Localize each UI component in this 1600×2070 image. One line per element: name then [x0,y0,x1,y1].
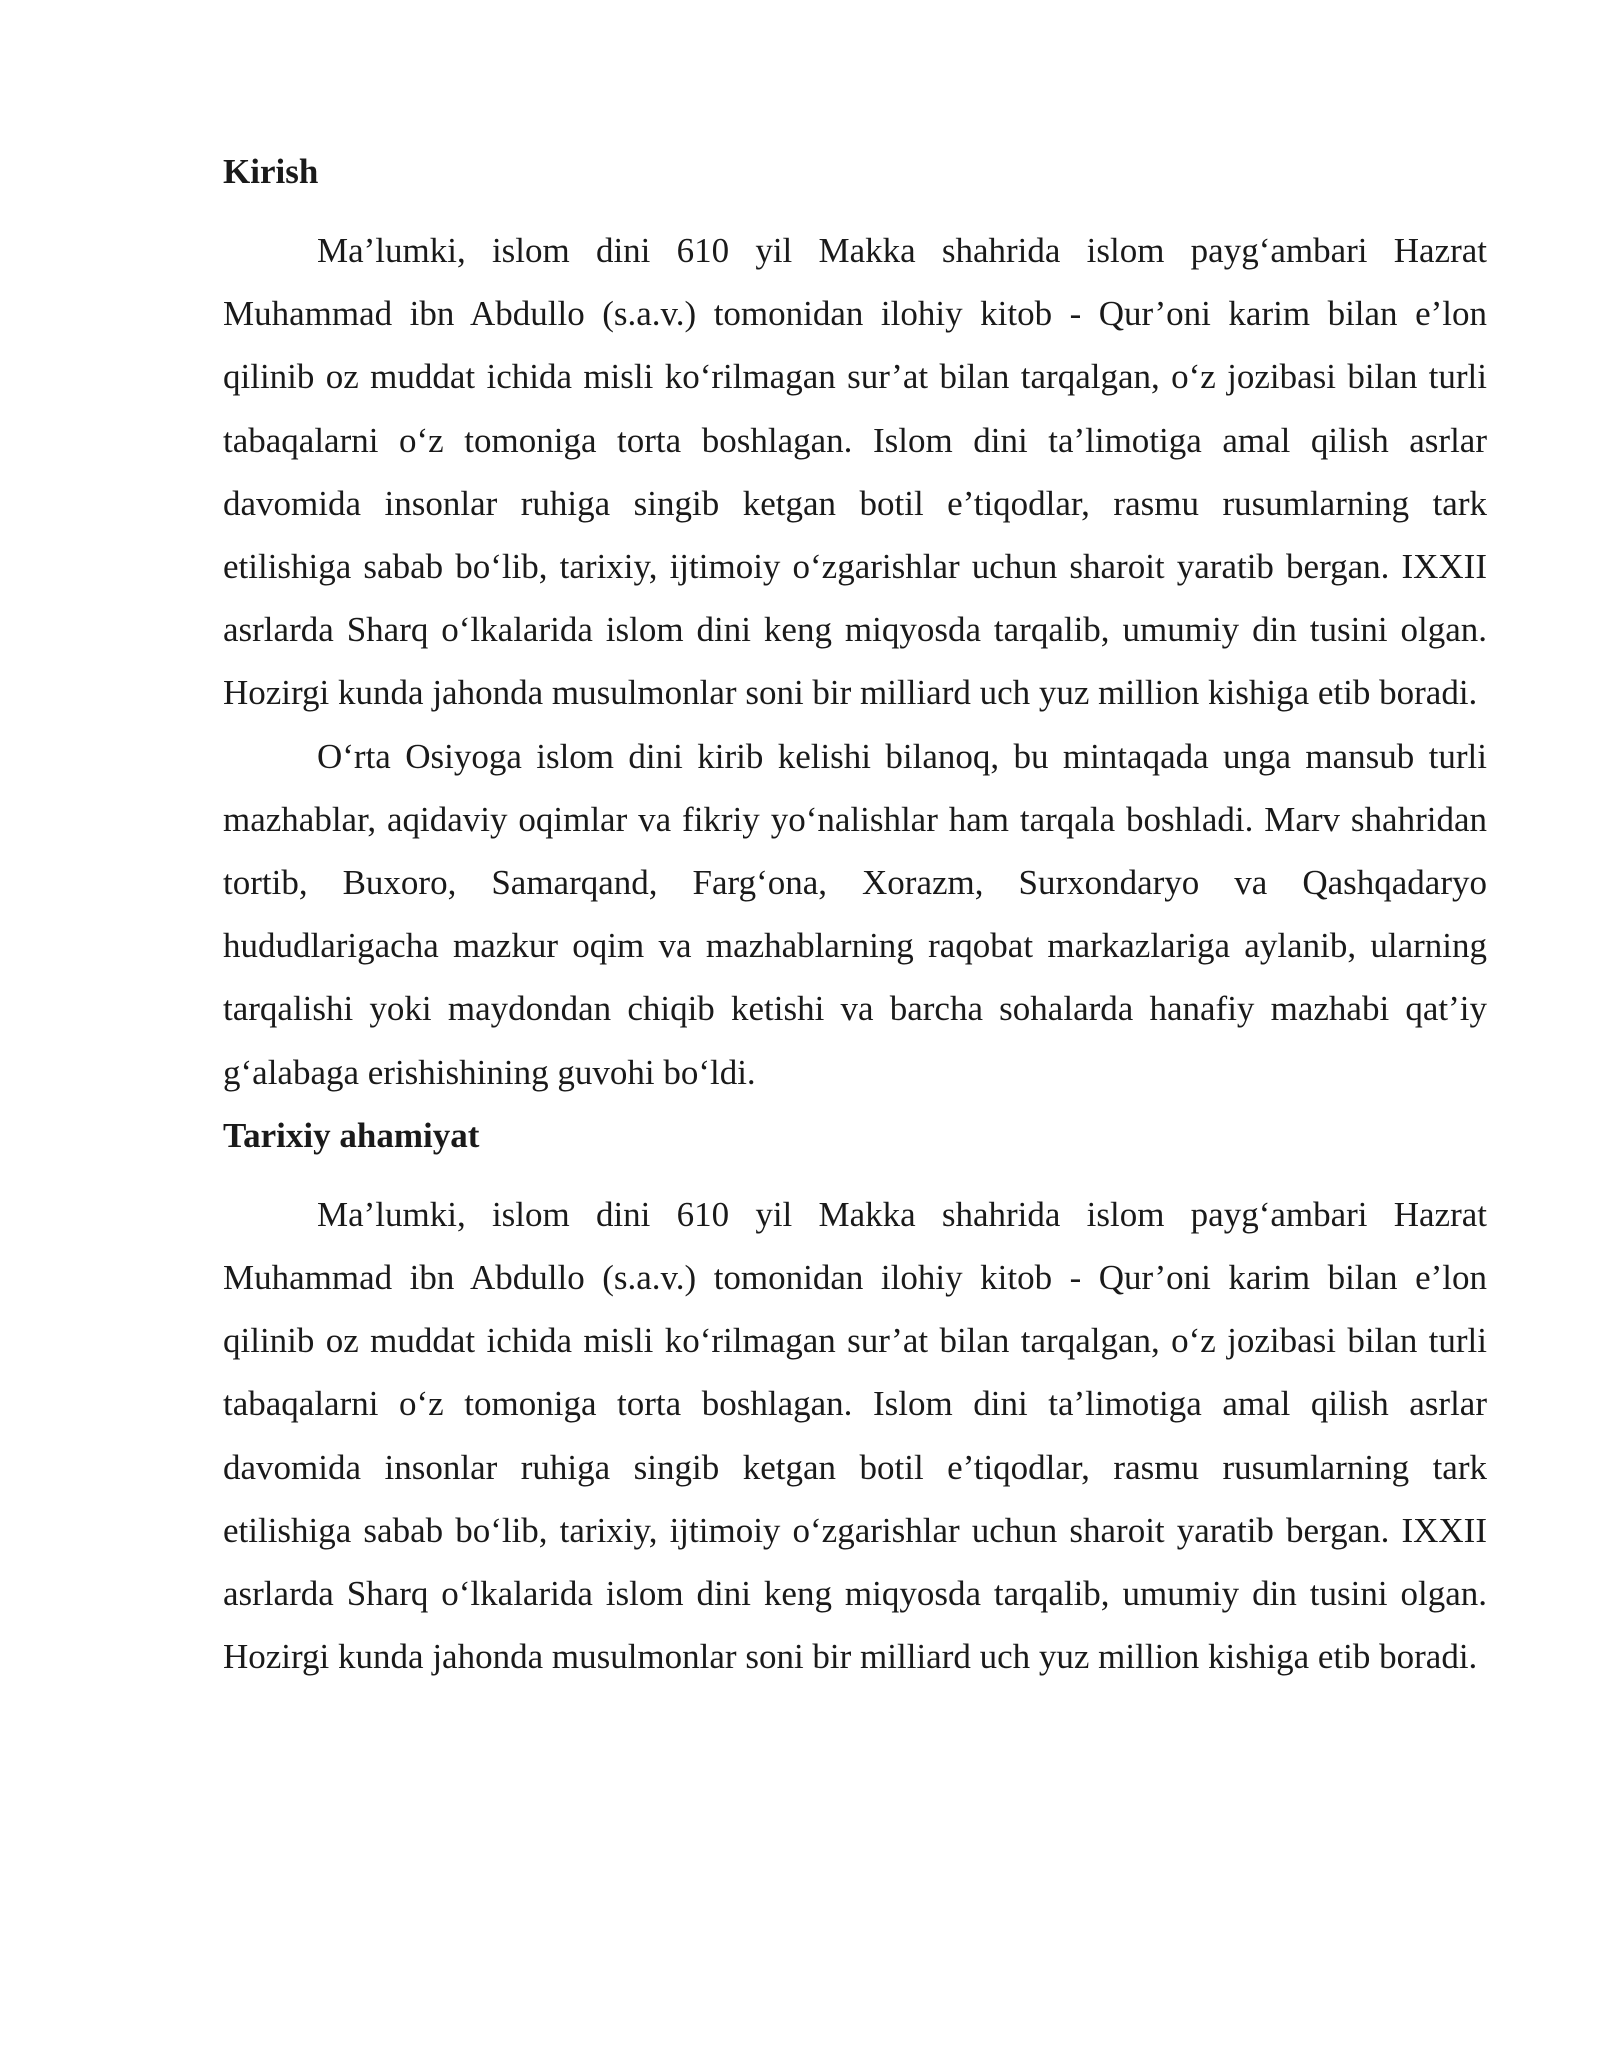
section-heading-kirish: Kirish [223,152,319,191]
paragraph-historical-1: Ma’lumki, islom dini 610 yil Makka shahrida islom payg‘ambari Hazrat Muhammad ibn Abdullo (s.a.v.) tomonidan ilohiy kitob - Qur’oni karim bilan e’lon qilinib oz muddat ichida misli ko‘rilmagan sur’at bilan tarqalgan, o‘z jozibasi bilan turli tabaqalarni o‘z tomoniga torta boshlagan. Islom dini ta’limotiga amal qilish asrlar davomida insonlar ruhiga singib ketgan botil e’tiqodlar, rasmu rusumlarning tark etilishiga sabab bo‘lib, tarixiy, ijtimoiy o‘zgarishlar uchun sharoit yaratib bergan. IXXII asrlarda Sharq o‘lkalarida islom dini keng miqyosda tarqalib, umumiy din tusini olgan. Hozirgi kunda jahonda musulmonlar soni bir milliard uch yuz million kishiga etib boradi. [223,1194,1487,1677]
section-heading-tarixiy-ahamiyat: Tarixiy ahamiyat [223,1115,480,1155]
paragraph-intro-1: Ma’lumki, islom dini 610 yil Makka shahrida islom payg‘ambari Hazrat Muhammad ibn Abdullo (s.a.v.) tomonidan ilohiy kitob - Qur’oni karim bilan e’lon qilinib oz muddat ichida misli ko‘rilmagan sur’at bilan tarqalgan, o‘z jozibasi bilan turli tabaqalarni o‘z tomoniga torta boshlagan. Islom dini ta’limotiga amal qilish asrlar davomida insonlar ruhiga singib ketgan botil e’tiqodlar, rasmu rusumlarning tark etilishiga sabab bo‘lib, tarixiy, ijtimoiy o‘zgarishlar uchun sharoit yaratib bergan. IXXII asrlarda Sharq o‘lkalarida islom dini keng miqyosda tarqalib, umumiy din tusini olgan. Hozirgi kunda jahonda musulmonlar soni bir milliard uch yuz million kishiga etib boradi. [223,231,1487,713]
paragraph-intro-2: O‘rta Osiyoga islom dini kirib kelishi bilanoq, bu mintaqada unga mansub turli mazhablar, aqidaviy oqimlar va fikriy yo‘nalishlar ham tarqala boshladi. Marv shahridan tortib, Buxoro, Samarqand, Farg‘ona, Xorazm, Surxondaryo va Qashqadaryo hududlarigacha mazkur oqim va mazhablarning raqobat markazlariga aylanib, ularning tarqalishi yoki maydondan chiqib ketishi va barcha sohalarda hanafiy mazhabi qat’iy g‘alabaga erishishining guvohi bo‘ldi. [223,736,1487,1092]
document-page [223,140,1487,1688]
